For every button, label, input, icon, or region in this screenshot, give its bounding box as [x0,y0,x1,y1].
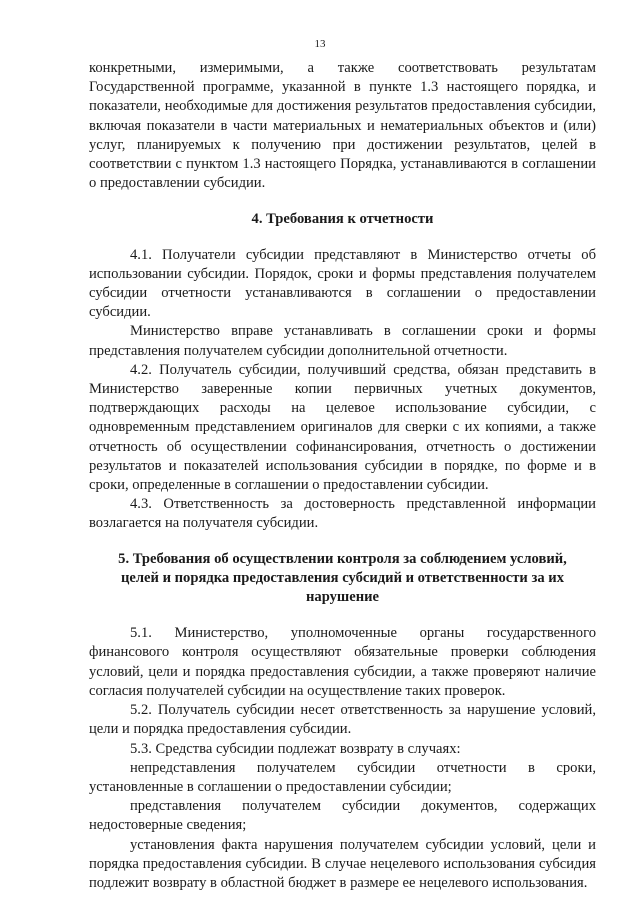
section-5-heading-line-1: 5. Требования об осуществлении контроля за соблюдением условий, [118,550,567,567]
paragraph-5-2: 5.2. Получатель субсидии несет ответственность за нарушение условий, цели и порядка предоставления субсидии. [89,702,596,738]
paragraph-4-1: 4.1. Получатели субсидии представляют в Министерство отчеты об использовании субсидии. Порядок, сроки и формы представления получателем субсидии отчетности устанавливаются в соглашении о предоставлении субсидии. [89,246,596,321]
page-number: 13 [314,38,326,50]
section-4-heading: 4. Требования к отчетности [251,211,434,228]
section-5-heading-line-2: целей и порядка предоставления субсидий и ответственности за их [120,569,564,586]
paragraph-5-1: 5.1. Министерство, уполномоченные органы государственного финансового контроля осуществляют обязательные проверки соблюдения условий, цели и порядка предоставления субсидии, а также проверяют наличие согласия получателей субсидии на осуществление таких проверок. [89,625,596,699]
document-body [89,59,596,893]
intro-paragraph: конкретными, измеримыми, а также соответствовать результатам Государственной программе, указанной в пункте 1.3 настоящего порядка, и показатели, необходимые для достижения результатов предоставления субсидии, включая показатели в части материальных и нематериальных объектов и (или) услуг, планируемых к получению при достижении результатов, целей в соответствии с пунктом 1.3 настоящего Порядка, устанавливаются в соглашении о предоставлении субсидии. [89,60,596,192]
refund-case-2: представления получателем субсидии документов, содержащих недостоверные сведения; [89,798,596,834]
paragraph-4-3: 4.3. Ответственность за достоверность представленной информации возлагается на получателя субсидии. [89,496,596,532]
paragraph-5-3: 5.3. Средства субсидии подлежат возврату в случаях: [130,740,461,757]
refund-case-1: непредставления получателем субсидии отчетности в сроки, установленные в соглашении о предоставлении субсидии; [89,759,596,795]
section-5-heading [89,550,596,608]
paragraph-ministry-right: Министерство вправе устанавливать в соглашении сроки и формы представления получателем субсидии дополнительной отчетности. [89,323,596,359]
section-5-heading-line-3: нарушение [305,589,380,606]
paragraph-4-2: 4.2. Получатель субсидии, получивший средства, обязан представить в Министерство заверенные копии первичных учетных документов, подтверждающих расходы на целевое использование субсидии, с одновременным представлением оригиналов для сверки с их копиями, а также отчетность об осуществлении софинансирования, отчетность о достижении результатов и показателей использования субсидии в порядке, по форме и в сроки, определенные в соглашении о предоставлении субсидии. [89,361,596,494]
refund-case-3: установления факта нарушения получателем субсидии условий, цели и порядка предоставления субсидии. В случае нецелевого использования субсидия подлежит возврату в областной бюджет в размере ее нецелевого использования. [89,836,596,891]
